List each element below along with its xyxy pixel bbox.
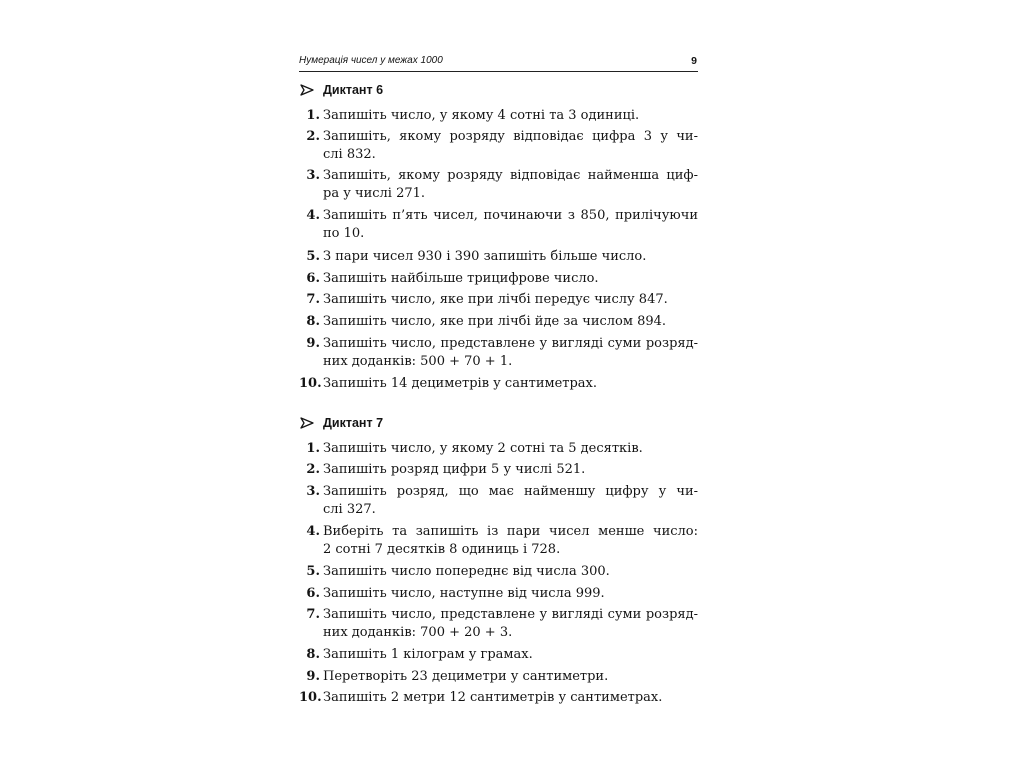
exercise-text-line: Запишіть число, представлене у вигляді суми розряд- — [323, 607, 698, 622]
exercise-text-line: 2 сотні 7 десятків 8 одиниць і 728. — [323, 542, 561, 557]
exercise-number: 10. — [299, 690, 322, 705]
exercise-number: 8. — [306, 314, 320, 329]
exercise-number: 2. — [306, 462, 320, 477]
exercise-number: 10. — [299, 376, 322, 391]
exercise-number: 5. — [306, 564, 320, 579]
exercise-number: 6. — [306, 586, 320, 601]
exercise-text-line: Запишіть п’ять чисел, починаючи з 850, прилічуючи — [323, 208, 698, 223]
section-heading — [300, 416, 383, 430]
exercise-text-line: Запишіть найбільше трицифрове число. — [323, 271, 599, 286]
exercise-text-line: Запишіть, якому розряду відповідає найменша циф- — [323, 168, 698, 183]
section-title: Диктант 6 — [323, 83, 384, 97]
exercise-number: 8. — [306, 647, 320, 662]
exercise-text-line: Запишіть число, у якому 4 сотні та 3 одиниці. — [323, 108, 640, 123]
exercise-text-line: Запишіть число, яке при лічбі передує числу 847. — [323, 292, 668, 307]
exercise-number: 1. — [306, 441, 320, 456]
exercise-number: 7. — [306, 292, 320, 307]
exercise-number: 1. — [306, 108, 320, 123]
section-title: Диктант 7 — [323, 416, 384, 430]
exercise-text-line: Запишіть, якому розряду відповідає цифра 3 у чи- — [323, 129, 698, 144]
exercise-text-line: них доданків: 700 + 20 + 3. — [323, 625, 513, 640]
page-number: 9 — [691, 55, 697, 67]
exercise-number: 6. — [306, 271, 320, 286]
exercise-number: 9. — [306, 669, 320, 684]
exercise-text-line: них доданків: 500 + 70 + 1. — [323, 354, 513, 369]
exercise-text-line: Запишіть 2 метри 12 сантиметрів у сантиметрах. — [323, 690, 663, 705]
exercise-text-line: З пари чисел 930 і 390 запишіть більше число. — [323, 249, 647, 264]
exercise-text-line: слі 832. — [323, 147, 376, 162]
exercise-text-line: Запишіть число, у якому 2 сотні та 5 десятків. — [323, 441, 643, 456]
exercise-number: 2. — [306, 129, 320, 144]
exercise-number: 3. — [306, 168, 320, 183]
exercise-number: 3. — [306, 484, 320, 499]
exercise-text-line: Запишіть число, наступне від числа 999. — [323, 586, 605, 601]
exercise-text-line: слі 327. — [323, 502, 376, 517]
exercise-text-line: по 10. — [323, 226, 365, 241]
exercise-number: 4. — [306, 524, 320, 539]
exercise-text-line: Виберіть та запишіть із пари чисел менше число: — [323, 524, 698, 539]
exercise-text-line: Запишіть розряд, що має найменшу цифру у чи- — [323, 484, 698, 499]
running-header — [299, 55, 698, 72]
exercise-text-line: ра у числі 271. — [323, 186, 426, 201]
exercise-text-line: Запишіть 1 кілограм у грамах. — [323, 647, 533, 662]
arrowhead-bullet-icon — [300, 417, 314, 429]
exercise-number: 7. — [306, 607, 320, 622]
exercise-number: 9. — [306, 336, 320, 351]
exercise-text-line: Запишіть число попереднє від числа 300. — [323, 564, 610, 579]
exercise-number: 4. — [306, 208, 320, 223]
exercise-text-line: Запишіть число, представлене у вигляді суми розряд- — [323, 336, 698, 351]
section-heading — [300, 83, 383, 97]
exercise-text-line: Запишіть число, яке при лічбі йде за числом 894. — [323, 314, 667, 329]
running-header-title: Нумерація чисел у межах 1000 — [299, 55, 443, 66]
exercise-number: 5. — [306, 249, 320, 264]
exercise-text-line: Запишіть розряд цифри 5 у числі 521. — [323, 462, 586, 477]
exercise-text-line: Перетворіть 23 дециметри у сантиметри. — [323, 669, 609, 684]
arrowhead-bullet-icon — [300, 84, 314, 96]
exercise-text-line: Запишіть 14 дециметрів у сантиметрах. — [323, 376, 598, 391]
